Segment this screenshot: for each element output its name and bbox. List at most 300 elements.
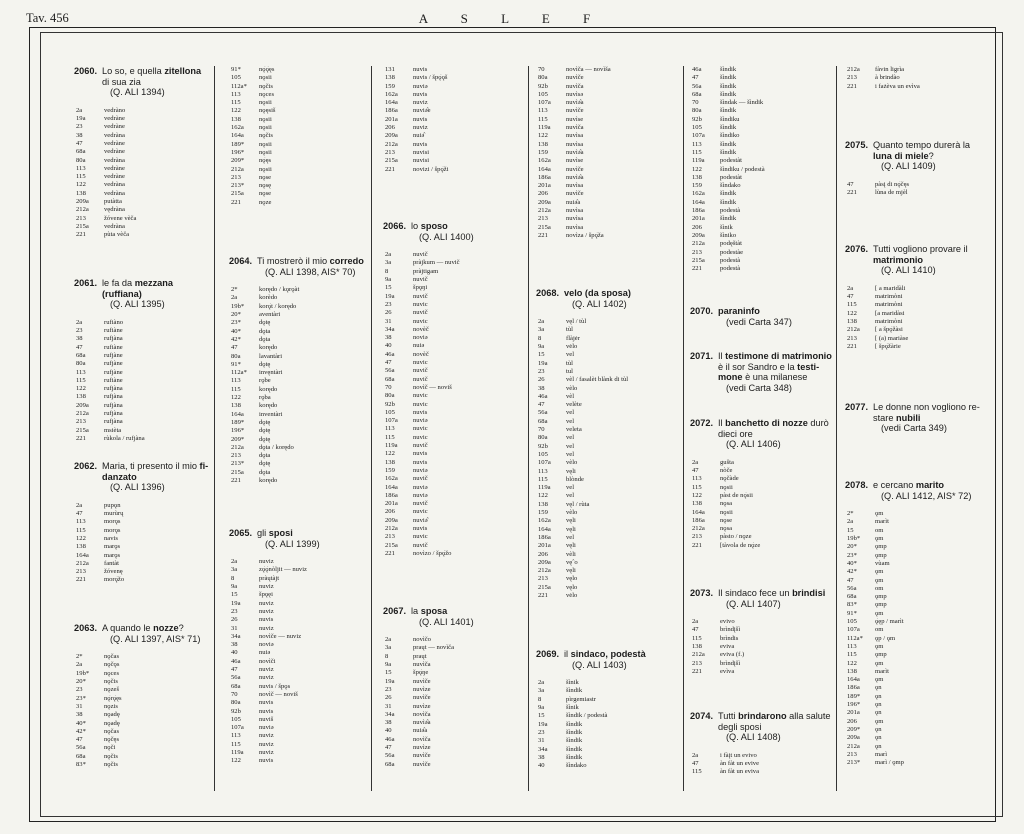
dialect-form: rufjàna	[104, 393, 123, 401]
point-number: 213	[538, 575, 548, 583]
dialect-form: nuvìče	[566, 107, 584, 115]
point-number: 201a	[538, 542, 551, 550]
dialect-form: nuvis / špǫ̀ǫš	[413, 74, 448, 82]
point-number: 113	[538, 467, 548, 475]
section-reference: (Q. ALI 1409)	[881, 161, 936, 172]
dialect-form: nuvìče	[413, 677, 431, 685]
entry-row	[690, 533, 832, 541]
dialect-form: ǫmp	[875, 601, 887, 609]
point-number: 186a	[847, 684, 860, 692]
point-number: 221	[692, 541, 702, 549]
point-number: 159	[538, 509, 548, 517]
dialect-form: fantàt	[104, 559, 120, 567]
entry-row	[536, 492, 678, 500]
point-number: 38	[385, 719, 392, 727]
entry-row	[74, 385, 210, 393]
entry-row	[229, 336, 367, 344]
point-number: 215a	[385, 157, 398, 165]
entry-row	[845, 301, 991, 309]
entry-row	[229, 575, 367, 583]
dialect-form: nǫči	[104, 744, 116, 752]
key-term: luna di miele	[873, 150, 929, 161]
entry-row	[690, 467, 832, 475]
dialect-form: nuvis	[413, 524, 428, 532]
entry-row	[690, 74, 832, 82]
entry-row	[74, 576, 210, 584]
entry-row	[536, 343, 678, 351]
dialect-form: nuviə	[413, 466, 428, 474]
point-number: 91*	[231, 66, 241, 73]
dialect-form: pràjtigam	[413, 267, 439, 275]
entry-row	[383, 661, 523, 669]
point-number: 92b	[538, 442, 548, 450]
dialect-form: vęli	[566, 517, 576, 525]
point-number: 2a	[538, 679, 545, 687]
point-number: 105	[847, 618, 857, 626]
dialect-form: nǫse	[259, 190, 272, 198]
point-number: 212a	[692, 651, 705, 659]
point-number: 23	[76, 327, 83, 335]
point-number: 19a	[385, 292, 395, 300]
point-number: 215a	[231, 190, 244, 198]
dialect-form: vęlo	[566, 575, 578, 583]
entry-row	[383, 384, 523, 392]
entry-row	[229, 353, 367, 361]
entry-row	[536, 443, 678, 451]
column-divider	[528, 66, 529, 791]
dialect-form: korędo	[259, 344, 278, 352]
dialect-form: veleta	[566, 426, 582, 434]
entry-row	[690, 107, 832, 115]
entry-row	[383, 542, 523, 550]
entry-row	[383, 318, 523, 326]
dialect-form: vedràne	[104, 115, 125, 123]
entry-row	[536, 721, 678, 729]
dialect-form: pàsto / nǫze	[720, 533, 752, 541]
key-term: banchetto di nozze	[725, 418, 808, 428]
entry-row	[74, 115, 210, 123]
dialect-form: nuvìə̂a	[413, 719, 431, 727]
map-section	[74, 66, 210, 240]
dialect-form: korędo	[259, 402, 278, 410]
point-number: 212a	[692, 240, 705, 248]
dialect-form: ǫm	[875, 659, 884, 667]
point-number: 119a	[231, 749, 244, 757]
section-title: 2074. Tutti brindarono alla salute degli sposi (Q. ALI 1408)	[690, 711, 831, 743]
dialect-form: šìndik	[720, 215, 737, 223]
point-number: 119a	[385, 442, 398, 450]
entry-row	[229, 566, 367, 574]
dialect-form: šìndik	[720, 140, 737, 148]
dialect-form: špǫęi	[259, 591, 273, 599]
entry-row	[536, 74, 678, 82]
point-number: 47	[76, 343, 83, 351]
point-number: 31	[385, 702, 392, 710]
point-number: 138	[692, 500, 702, 508]
point-number: 212a	[231, 165, 244, 173]
point-number: 9a	[231, 583, 238, 591]
entry-row	[536, 426, 678, 434]
dialect-form: nuvic	[413, 317, 428, 325]
entry-row	[845, 743, 991, 751]
entry-row	[536, 575, 678, 583]
dialect-form: vèlo	[566, 509, 578, 517]
entry-row	[690, 660, 832, 668]
point-number: 186a	[692, 516, 705, 524]
point-number: 138	[847, 317, 857, 325]
entry-row	[690, 149, 832, 157]
entry-row	[74, 165, 210, 173]
point-number: 56a	[76, 744, 86, 752]
entry-row	[229, 708, 367, 716]
point-number: 189*	[231, 140, 245, 148]
entry-row	[229, 427, 367, 435]
entry-row	[536, 91, 678, 99]
point-number: 23	[385, 300, 392, 308]
key-term: sindaco, podestà	[570, 649, 646, 659]
dialect-form: dǫta	[259, 468, 271, 476]
dialect-form: nuvìče	[566, 74, 584, 82]
entry-row	[845, 709, 991, 717]
entry-row	[690, 626, 832, 634]
dialect-form: nǫčęs	[104, 736, 120, 744]
entry-row	[536, 232, 678, 240]
dialect-form: nǫčas	[104, 653, 120, 661]
point-number: 201a	[538, 182, 551, 190]
dialect-form: [ a špǫ̀žàsi	[875, 326, 903, 334]
dialect-form: nuvič	[413, 251, 428, 259]
dialect-form: šìnik	[720, 223, 733, 231]
entry-row	[383, 251, 523, 259]
dialect-form: korędo	[259, 477, 278, 485]
point-number: 83*	[76, 761, 86, 769]
dialect-form: nuvis	[413, 450, 428, 458]
point-number: 115	[538, 115, 548, 123]
entry-row	[74, 518, 210, 526]
dialect-form: nuviz	[259, 607, 274, 615]
point-number: 3a	[231, 566, 238, 574]
point-number: 38	[538, 753, 545, 761]
entry-row	[229, 124, 367, 132]
entry-row	[536, 132, 678, 140]
point-number: 159	[385, 82, 395, 90]
entry-row	[74, 568, 210, 576]
point-number: 8	[538, 695, 542, 703]
entry-row	[690, 199, 832, 207]
point-number: 164a	[692, 198, 705, 206]
dialect-form: nuvìsə	[566, 90, 584, 98]
dialect-form: nǫces	[104, 669, 120, 677]
entry-row	[74, 653, 210, 661]
dialect-form: nuviz	[259, 749, 274, 757]
entry-row	[383, 309, 523, 317]
section-number: 2074.	[690, 711, 713, 721]
point-number: 105	[231, 74, 241, 82]
dialect-form: marì	[875, 750, 888, 758]
dialect-form: vedràne	[104, 123, 125, 131]
point-number: 68a	[385, 760, 395, 768]
entry-row	[74, 678, 210, 686]
entry-row	[229, 757, 367, 765]
entry-row	[536, 393, 678, 401]
entry-row	[383, 550, 523, 558]
dialect-form: nuviz	[259, 558, 274, 566]
point-number: 186a	[385, 107, 398, 115]
point-number: 40	[385, 727, 392, 735]
entry-row	[383, 107, 523, 115]
entry-row	[74, 107, 210, 115]
entry-row	[383, 342, 523, 350]
section-title: 2076. Tutti vogliono provare il matrimonio (Q. ALI 1410)	[845, 244, 968, 276]
dialect-form: vel	[566, 351, 575, 359]
section-reference: (vedi Carta 348)	[726, 382, 792, 393]
point-number: 47	[385, 359, 392, 367]
point-number: 122	[692, 165, 702, 173]
entry-row	[74, 181, 210, 189]
dialect-form: nuviz	[413, 99, 428, 107]
point-number: 47	[538, 401, 545, 409]
dialect-form: nǫčis	[259, 132, 273, 140]
entry-row	[845, 527, 991, 535]
point-number: 119a	[538, 484, 551, 492]
entry-row	[74, 335, 210, 343]
dialect-form: vedràne	[104, 148, 125, 156]
dialect-form: nǫsii	[720, 483, 733, 491]
entry-row	[690, 752, 832, 760]
dialect-form: vęli	[566, 525, 576, 533]
dialect-form: nǫčis	[104, 678, 118, 686]
section-title: 2064. Ti mostrerò il mio corredo (Q. ALI 1398, AIS* 70)	[229, 256, 364, 277]
point-number: 92b	[538, 82, 548, 90]
point-number: 122	[231, 107, 241, 115]
dialect-form: ǫmp	[875, 551, 887, 559]
dialect-form: nǫces	[259, 90, 275, 98]
dialect-form: nuvic	[413, 533, 428, 541]
dialect-form: rǫba	[259, 394, 271, 402]
entry-row	[74, 753, 210, 761]
section-number: 2075.	[845, 140, 868, 150]
dialect-form: matrimòni	[875, 317, 903, 325]
dialect-form: marǫs	[104, 543, 121, 551]
dialect-form: šìndiko	[720, 132, 740, 140]
entry-row	[229, 658, 367, 666]
dialect-form: korǫ̀t / korędo	[259, 302, 297, 310]
entry-row	[845, 83, 991, 91]
dialect-form: dǫtę	[259, 418, 271, 426]
entry-row	[383, 351, 523, 359]
section-reference: (Q. ALI 1412, AIS* 72)	[881, 490, 972, 501]
entry-row	[229, 732, 367, 740]
entry-row	[690, 174, 832, 182]
point-number: 115	[692, 634, 702, 642]
point-number: 113	[692, 140, 702, 148]
dialect-form: ǫp / ǫm	[875, 634, 896, 642]
entry-row	[383, 409, 523, 417]
point-number: 40	[385, 342, 392, 350]
entry-row	[536, 484, 678, 492]
entry-row	[229, 116, 367, 124]
dialect-form: nǫčàde	[720, 475, 739, 483]
point-number: 80a	[692, 107, 702, 115]
dialect-form: nuvìsa	[566, 132, 584, 140]
dialect-form: korèdo	[259, 294, 278, 302]
dialect-form: rufiàne	[104, 327, 123, 335]
dialect-form: brìndįšì	[720, 659, 741, 667]
entry-row	[383, 678, 523, 686]
point-number: 107a	[385, 417, 398, 425]
section-reference: (Q. ALI 1395)	[110, 299, 165, 310]
point-number: 159	[538, 148, 548, 156]
map-section	[690, 418, 832, 550]
entry-row	[383, 425, 523, 433]
section-reference: (Q. ALI 1397, AIS* 71)	[110, 633, 201, 644]
point-number: 31	[76, 702, 83, 710]
entry-row	[536, 542, 678, 550]
entry-row	[536, 409, 678, 417]
dialect-form: tùl	[566, 326, 573, 334]
entry-row	[229, 311, 367, 319]
dialect-form: noviə	[413, 334, 428, 342]
dialect-form: šìnik	[566, 679, 579, 687]
entry-row	[690, 83, 832, 91]
dialect-form: nuviə	[259, 724, 274, 732]
dialect-form: nuviz	[259, 674, 274, 682]
entry-row	[74, 427, 210, 435]
point-number: 212a	[385, 524, 398, 532]
section-number: 2070.	[690, 306, 713, 316]
point-number: 212a	[847, 326, 860, 334]
point-number: 221	[847, 189, 857, 197]
dialect-form: podęštàt	[720, 240, 742, 248]
point-number: 70	[538, 66, 545, 73]
dialect-form: nuvis	[413, 408, 428, 416]
dialect-form: matrimòni	[875, 293, 903, 301]
point-number: 83*	[847, 601, 857, 609]
entry-row	[536, 754, 678, 762]
entry-row	[690, 157, 832, 165]
dialect-form: brìndįšì	[720, 626, 741, 634]
dialect-form: šìnik	[566, 704, 579, 712]
point-number: 56a	[692, 82, 702, 90]
section-number: 2069.	[536, 649, 559, 659]
dialect-form: à brindào	[875, 74, 900, 82]
key-term: velo (da sposa)	[564, 288, 631, 298]
dialect-form: novìč — noviš	[259, 690, 298, 698]
dialect-form: vėlo	[566, 343, 578, 351]
dialect-form: nuviə	[413, 491, 428, 499]
point-number: 91*	[231, 360, 241, 368]
entry-row	[74, 327, 210, 335]
point-number: 23	[538, 728, 545, 736]
dialect-form: šìndik	[566, 728, 583, 736]
dialect-form: ǫm	[875, 576, 884, 584]
point-number: 213	[692, 659, 702, 667]
point-number: 213	[847, 750, 857, 758]
point-number: 162a	[692, 190, 705, 198]
dialect-form: marì / ǫmp	[875, 759, 904, 767]
point-number: 19b*	[231, 302, 245, 310]
point-number: 221	[385, 165, 395, 173]
section-number: 2060.	[74, 66, 97, 76]
entry-row	[536, 418, 678, 426]
point-number: 138	[692, 643, 702, 651]
entry-row	[690, 768, 832, 776]
dialect-form: ǫmp	[875, 543, 887, 551]
entry-row	[383, 132, 523, 140]
point-number: 209a	[847, 734, 860, 742]
dialect-form: nuvič	[413, 276, 428, 284]
dialect-form: dǫta	[259, 327, 271, 335]
dialect-form: novìči	[259, 657, 276, 665]
map-section	[845, 66, 991, 91]
point-number: 47	[847, 576, 854, 584]
entry-row	[74, 661, 210, 669]
entry-row	[536, 182, 678, 190]
dialect-form: nuvìča	[413, 661, 431, 669]
column-divider	[214, 66, 215, 791]
entry-row	[536, 679, 678, 687]
dialect-form: fàvin ligrìa	[875, 66, 905, 73]
point-number: 70	[385, 383, 392, 391]
point-number: 164a	[385, 483, 398, 491]
map-section	[845, 402, 991, 443]
point-number: 31	[538, 737, 545, 745]
entry-row	[74, 140, 210, 148]
entry-row	[229, 286, 367, 294]
point-number: 212a	[231, 443, 244, 451]
point-number: 221	[76, 231, 86, 239]
entry-row	[845, 610, 991, 618]
section-title: 2065. gli sposi (Q. ALI 1399)	[229, 528, 320, 549]
point-number: 138	[385, 458, 395, 466]
dialect-form: putàtta	[104, 198, 122, 206]
dialect-form: vedràne	[104, 173, 125, 181]
point-number: 107a	[231, 724, 244, 732]
point-number: 56a	[538, 409, 548, 417]
entry-row	[536, 318, 678, 326]
dialect-form: ǫn	[875, 734, 882, 742]
point-number: 164a	[538, 525, 551, 533]
dialect-form: ǫm	[875, 510, 884, 518]
point-number: 8	[538, 334, 542, 342]
dialect-form: vèlo	[566, 384, 578, 392]
dialect-form: šìndik	[566, 745, 583, 753]
entry-row	[74, 736, 210, 744]
entry-row	[845, 734, 991, 742]
dialect-form: rufiàne	[104, 343, 123, 351]
dialect-form: nǫčis	[259, 82, 273, 90]
dialect-form: rufjàne	[104, 351, 123, 359]
entry-row	[536, 99, 678, 107]
point-number: 196*	[231, 148, 245, 156]
entry-row	[74, 418, 210, 426]
dialect-form: nuiə	[259, 649, 271, 657]
entry-row	[229, 141, 367, 149]
entry-row	[229, 149, 367, 157]
entry-row	[383, 484, 523, 492]
dialect-form: morǫ̀žo	[104, 576, 125, 584]
point-number: 213	[385, 148, 395, 156]
entry-row	[536, 737, 678, 745]
section-reference: (Q. ALI 1402)	[572, 298, 627, 309]
point-number: 212a	[847, 66, 860, 73]
entry-row	[690, 760, 832, 768]
section-reference: (vedi Carta 349)	[881, 423, 947, 434]
entry-row	[383, 703, 523, 711]
dialect-form: novizi / špǫ̀ži	[413, 165, 449, 173]
entry-row	[74, 198, 210, 206]
dialect-form: dǫtę	[259, 360, 271, 368]
